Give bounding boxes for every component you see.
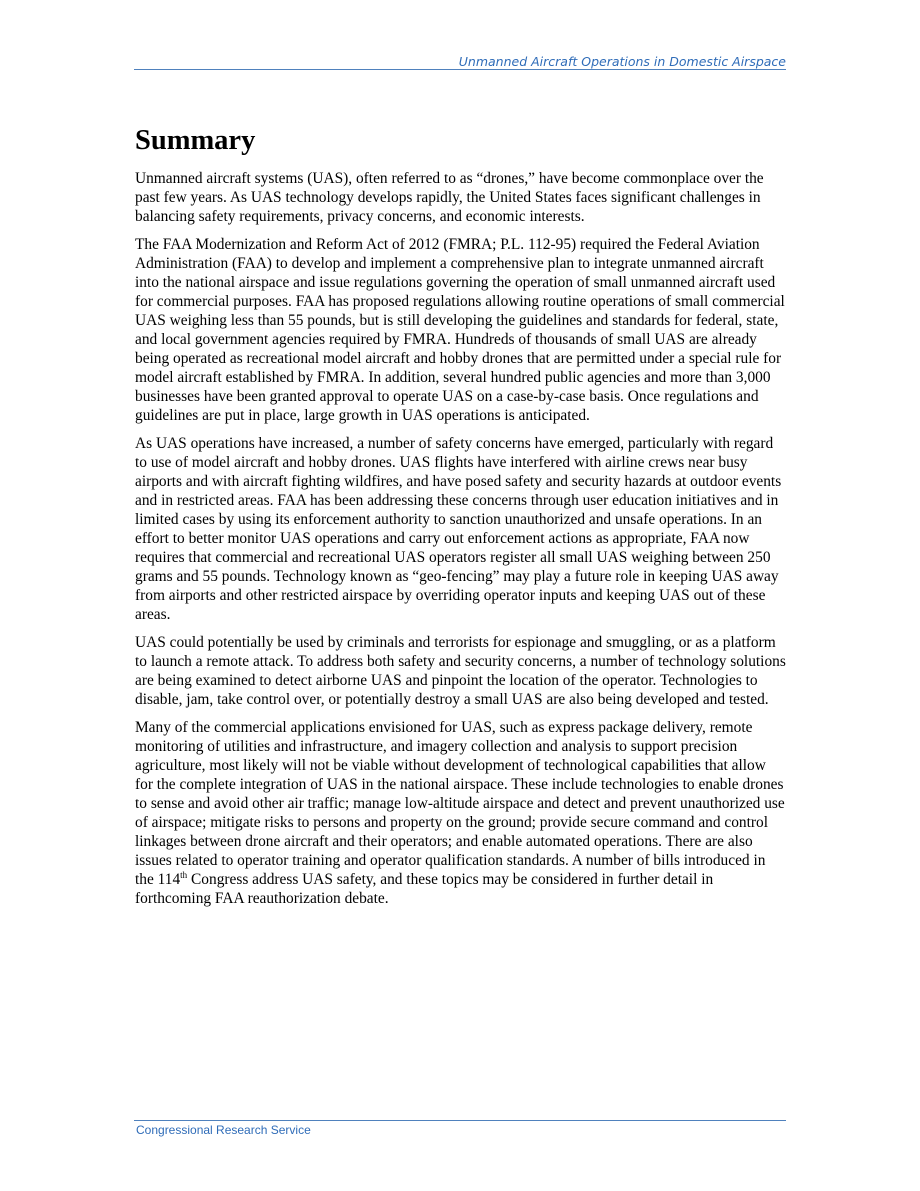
paragraph: UAS could potentially be used by criminals and terrorists for espionage and smuggling, or as a platform to launch a remote attack. To address both safety and security concerns, a number of technology solutions are being examined to detect airborne UAS and pinpoint the location of the operator. Technologies to disable, jam, take control over, or potentially destroy a small UAS are also being developed and tested. <box>135 634 786 708</box>
ordinal-suffix: th <box>180 869 188 880</box>
footer-rule <box>134 1120 786 1121</box>
paragraph-text: Congress address UAS safety, and these topics may be considered in further detail in forthcoming FAA reauthorization debate. <box>135 871 714 907</box>
paragraph <box>135 718 787 908</box>
paragraph-text: Many of the commercial applications envisioned for UAS, such as express package delivery, remote monitoring of utilities and infrastructure, and imagery collection and analysis to support precision agriculture, most likely will not be viable without development of technological capabilities that allow for the complete integration of UAS in the national airspace. These include technologies to enable drones to sense and avoid other air traffic; manage low-altitude airspace and detect and prevent unauthorized use of airspace; mitigate risks to persons and property on the ground; provide secure command and control linkages between drone aircraft and their operators; and enable automated operations. There are also issues related to operator training and operator qualification standards. A number of bills introduced in the 114 <box>135 719 785 888</box>
paragraph: The FAA Modernization and Reform Act of 2012 (FMRA; P.L. 112-95) required the Federal Aviation Administration (FAA) to develop and implement a comprehensive plan to integrate unmanned aircraft into the national airspace and issue regulations governing the operation of small unmanned aircraft used for commercial purposes. FAA has proposed regulations allowing routine operations of small commercial UAS weighing less than 55 pounds, but is still developing the guidelines and standards for federal, state, and local government agencies required by FMRA. Hundreds of thousands of small UAS are already being operated as recreational model aircraft and hobby drones that are permitted under a special rule for model aircraft established by FMRA. In addition, several hundred public agencies and more than 3,000 businesses have been granted approval to operate UAS on a case-by-case basis. Once regulations and guidelines are put in place, large growth in UAS operations is anticipated. <box>135 236 785 424</box>
footer-organization: Congressional Research Service <box>136 1123 311 1137</box>
summary-body <box>135 169 787 917</box>
paragraph: As UAS operations have increased, a number of safety concerns have emerged, particularly with regard to use of model aircraft and hobby drones. UAS flights have interfered with airline crews near busy airports and with aircraft fighting wildfires, and have posed safety and security hazards at outdoor events and in restricted areas. FAA has been addressing these concerns through user education initiatives and in limited cases by using its enforcement authority to sanction unauthorized and unsafe operations. In an effort to better monitor UAS operations and carry out enforcement actions as appropriate, FAA now requires that commercial and recreational UAS operators register all small UAS weighing between 250 grams and 55 pounds. Technology known as “geo-fencing” may play a future role in keeping UAS away from airports and other restricted airspace by overriding operator inputs and keeping UAS out of these areas. <box>135 435 782 623</box>
header-rule <box>134 69 786 70</box>
paragraph: Unmanned aircraft systems (UAS), often referred to as “drones,” have become commonplace over the past few years. As UAS technology develops rapidly, the United States faces significant challenges in balancing safety requirements, privacy concerns, and economic interests. <box>135 170 764 225</box>
section-title: Summary <box>135 125 256 156</box>
running-header: Unmanned Aircraft Operations in Domestic Airspace <box>458 54 786 69</box>
